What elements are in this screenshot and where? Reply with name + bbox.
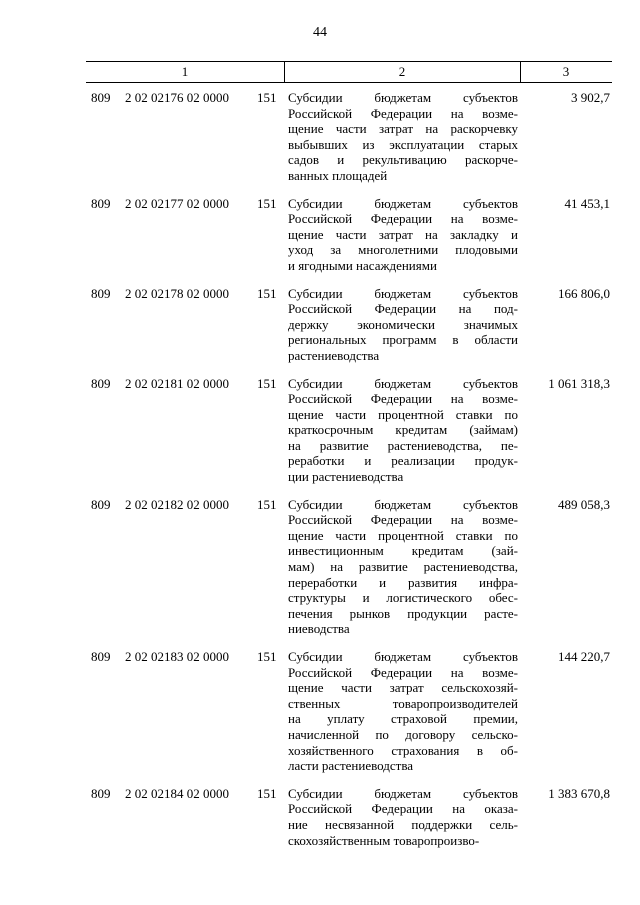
table-row [0,497,640,637]
description-line: инвестиционным кредитам (зай- [288,543,518,559]
table-header [86,61,612,83]
table-row [0,196,640,274]
description-line: печения рынков продукции расте- [288,605,518,621]
table-row [0,649,640,774]
table-row [0,786,640,848]
description [288,196,518,274]
description-line: региональных программ в области [288,332,518,348]
description-line: садов и рекультивацию раскорче- [288,152,518,168]
admin-code: 809 [91,649,111,664]
sub-code: 151 [257,649,277,664]
description-line: уход за многолетними плодовыми [288,242,518,258]
description-line: краткосрочным кредитам (займам) [288,422,518,438]
revenue-code: 2 02 02182 02 0000 [125,496,229,512]
description [288,786,518,848]
table-row [0,286,640,364]
revenue-code: 2 02 02176 02 0000 [125,90,229,105]
description-line: держку экономически значимых [288,316,518,332]
revenue-code: 2 02 02184 02 0000 [125,785,229,801]
description-line: Российской Федерации на возме- [288,512,518,528]
description-line: ции растениеводства [288,469,404,485]
description-line: Субсидии бюджетам субъектов [288,649,518,664]
description-line: щение части затрат на раскорчевку [288,121,518,137]
description-line: Субсидии бюджетам субъектов [288,285,518,301]
description-line: ласти растениеводства [288,758,414,774]
description-line: хозяйственного страхования в об- [288,742,518,758]
description-line: Российской Федерации на возме- [288,211,518,227]
description-line: Субсидии бюджетам субъектов [288,496,518,512]
description-line: щение части затрат сельскохозяй- [288,680,518,696]
description-line: и ягодными насаждениями [288,257,437,273]
page-number: 44 [313,25,327,40]
amount: 41 453,1 [564,195,610,211]
sub-code: 151 [257,785,277,801]
description-line: Российской Федерации на возме- [288,391,518,407]
admin-code: 809 [91,785,111,801]
description-line: мам) на развитие растениеводства, [288,559,518,575]
description-line: ние несвязанной поддержки сель- [288,816,518,832]
description-line: щение части процентной ставки по [288,406,518,422]
description [288,649,518,774]
sub-code: 151 [257,90,277,105]
table-row [0,90,640,184]
revenue-code: 2 02 02183 02 0000 [125,649,229,664]
description-line: скохозяйственным товаропроизво- [288,832,480,848]
description-line: на развитие растениеводства, пе- [288,437,518,453]
description-line: Российской Федерации на под- [288,301,518,317]
amount: 144 220,7 [558,649,610,664]
description-line: Субсидии бюджетам субъектов [288,90,518,105]
description-line: щение части процентной ставки по [288,527,518,543]
description-line: щение части затрат на закладку и [288,226,518,242]
description-line: переработки и развития инфра- [288,574,518,590]
admin-code: 809 [91,195,111,211]
description-line: Российской Федерации на возме- [288,105,518,121]
description [288,376,518,485]
revenue-code: 2 02 02181 02 0000 [125,375,229,391]
description-line: ственных товаропроизводителей [288,695,518,711]
amount: 166 806,0 [558,285,610,301]
description-line: на уплату страховой премии, [288,711,518,727]
description-line: Субсидии бюджетам субъектов [288,375,518,391]
amount: 1 383 670,8 [548,785,610,801]
description [288,286,518,364]
sub-code: 151 [257,285,277,301]
description-line: Субсидии бюджетам субъектов [288,195,518,211]
description-line: Российской Федерации на возме- [288,664,518,680]
sub-code: 151 [257,496,277,512]
description-line: Российской Федерации на оказа- [288,801,518,817]
sub-code: 151 [257,195,277,211]
header-col-3: 3 [562,64,570,79]
description-line: ниеводства [288,621,350,637]
header-col-1: 1 [86,62,285,82]
amount: 489 058,3 [558,496,610,512]
admin-code: 809 [91,90,111,105]
admin-code: 809 [91,285,111,301]
description [288,90,518,184]
amount: 1 061 318,3 [548,375,610,391]
table-row [0,376,640,485]
amount: 3 902,7 [571,90,610,105]
description-line: ванных площадей [288,167,388,183]
description-line: растениеводства [288,347,380,363]
description [288,497,518,637]
revenue-code: 2 02 02178 02 0000 [125,285,229,301]
description-line: Субсидии бюджетам субъектов [288,785,518,801]
header-col-2: 2 [284,62,521,82]
admin-code: 809 [91,375,111,391]
description-line: структуры и логистического обес- [288,590,518,606]
description-line: начисленной по договору сельско- [288,726,518,742]
revenue-code: 2 02 02177 02 0000 [125,195,229,211]
sub-code: 151 [257,375,277,391]
table-body [0,90,640,860]
description-line: реработки и реализации продук- [288,453,518,469]
description-line: выбывших из эксплуатации старых [288,136,518,152]
admin-code: 809 [91,496,111,512]
